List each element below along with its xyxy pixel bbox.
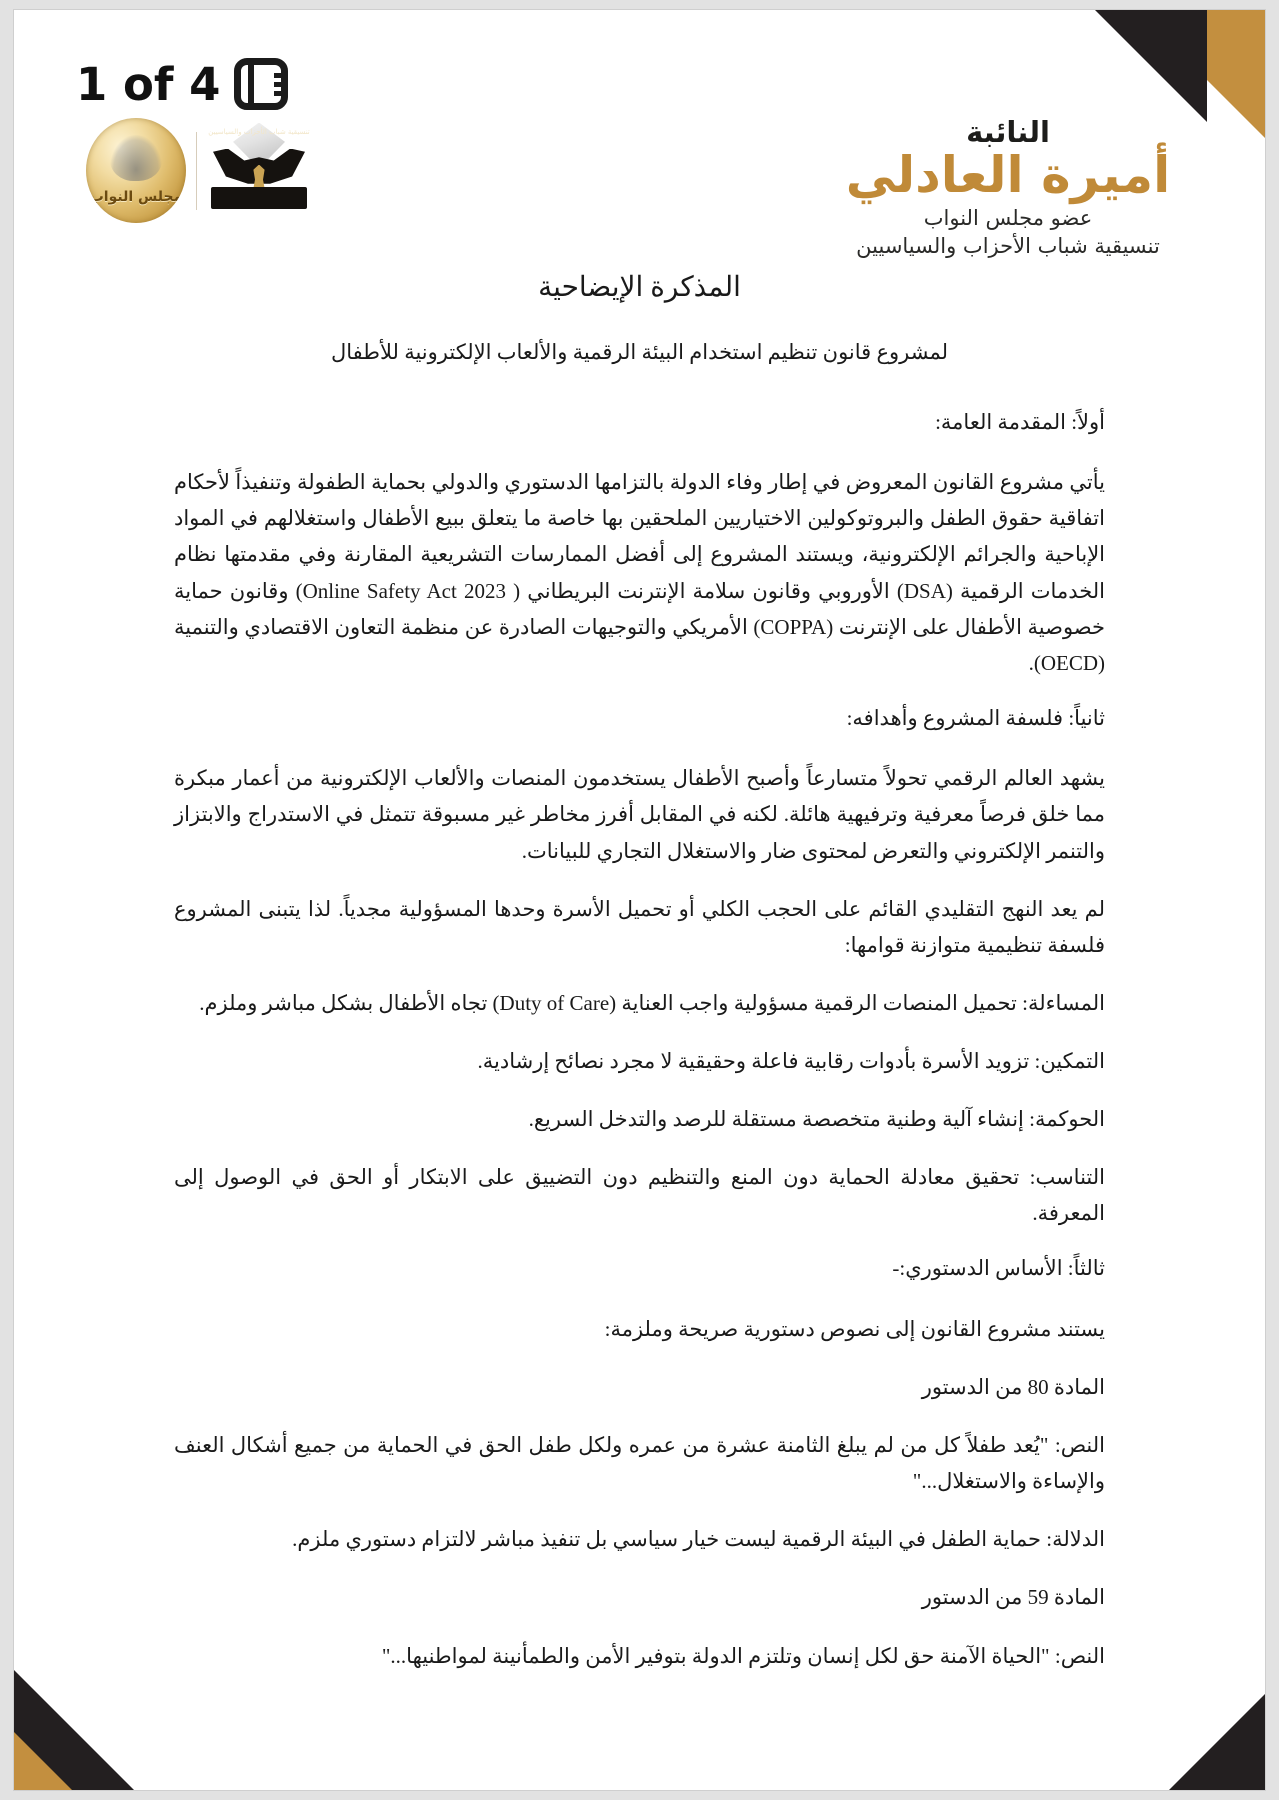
youth-parties-coordination-logo <box>207 121 311 221</box>
logo-caption-bar <box>211 187 307 209</box>
letterhead-role: عضو مجلس النواب <box>923 205 1093 230</box>
parliament-seal-logo <box>86 118 186 223</box>
page-indicator-label: 1 of 4 <box>76 57 221 111</box>
layout-icon-pane <box>248 65 270 103</box>
document-title: المذكرة الإيضاحية <box>538 272 741 303</box>
logo-row <box>86 118 311 223</box>
section-heading-philosophy: ثانياً: فلسفة المشروع وأهدافه: <box>846 705 1105 730</box>
article-59-text: النص: "الحياة الآمنة حق لكل إنسان وتلتزم الدولة بتوفير الأمن والطمأنينة لمواطنيها..." <box>381 1643 1105 1668</box>
letterhead-name: أميرة العادلي <box>845 146 1171 205</box>
letterhead <box>793 24 1223 261</box>
principle-accountability: المساءلة: تحميل المنصات الرقمية مسؤولية واجب العناية (Duty of Care) تجاه الأطفال بشكل مباشر وملزم. <box>199 990 1105 1015</box>
letterhead-prefix: النائبة <box>966 115 1050 149</box>
parliament-crest-icon <box>110 135 162 181</box>
youth-logo-caption: تنسيقية شباب الأحزاب والسياسيين <box>208 127 310 136</box>
section-heading-constitutional-basis: ثالثاً: الأساس الدستوري:- <box>892 1256 1105 1281</box>
article-59-label: المادة 59 من الدستور <box>921 1585 1105 1610</box>
corner-decoration-bottom-left-gold <box>14 1732 72 1790</box>
paragraph: يستند مشروع القانون إلى نصوص دستورية صريحة وملزمة: <box>604 1316 1105 1341</box>
document-sheet <box>14 10 1265 1790</box>
logo-divider <box>196 132 197 210</box>
paragraph: لم يعد النهج التقليدي القائم على الحجب الكلي أو تحميل الأسرة وحدها المسؤولية مجدياً. لذا يتبنى المشروع فلسفة تنظيمية متوازنة قوامها: <box>174 896 1105 957</box>
document-body <box>14 268 1265 1696</box>
paragraph: يشهد العالم الرقمي تحولاً متسارعاً وأصبح الأطفال يستخدمون المنصات والألعاب الإلكترونية من أعمار مبكرة مما خلق فرصاً معرفية وترفيهية هائلة. لكنه في المقابل أفرز مخاطر غير مسبوقة تتمثل في الاستدراج والابتزاز والتنمر الإلكتروني والتعرض لمحتوى ضار والاستغلال التجاري للبيانات. <box>174 766 1105 863</box>
article-80-text: النص: "يُعد طفلاً كل من لم يبلغ الثامنة عشرة من عمره ولكل طفل الحق في الحماية من جميع أشكال العنف والإساءة والاستغلال..." <box>174 1433 1105 1494</box>
sidebar-layout-icon[interactable] <box>234 58 288 110</box>
section-heading-introduction: أولاً: المقدمة العامة: <box>935 409 1105 434</box>
article-80-label: المادة 80 من الدستور <box>921 1375 1105 1400</box>
article-80-significance: الدلالة: حماية الطفل في البيئة الرقمية ليست خيار سياسي بل تنفيذ مباشر لالتزام دستوري ملزم. <box>292 1527 1105 1552</box>
parliament-logo-caption: مجلس النواب <box>89 189 183 206</box>
principle-proportionality: التناسب: تحقيق معادلة الحماية دون المنع والتنظيم دون التضييق على الابتكار أو الحق في الوصول إلى المعرفة. <box>174 1165 1105 1226</box>
document-subtitle: لمشروع قانون تنظيم استخدام البيئة الرقمية والألعاب الإلكترونية للأطفال <box>331 340 948 365</box>
principle-empowerment: التمكين: تزويد الأسرة بأدوات رقابية فاعلة وحقيقية لا مجرد نصائح إرشادية. <box>477 1049 1105 1073</box>
corner-decoration-bottom-right-dark <box>1169 1694 1265 1790</box>
layout-icon-dots <box>274 73 281 96</box>
paragraph: يأتي مشروع القانون المعروض في إطار وفاء الدولة بالتزامها الدستوري والدولي بحماية الطفولة وتنفيذاً لأحكام اتفاقية حقوق الطفل والبروتوكولين الاختياريين الملحقين بها خاصة ما يتعلق ببيع الأطفال واستغلالهم في المواد الإباحية والجرائم الإلكترونية، ويستند المشروع إلى أفضل الممارسات التشريعية المقارنة وفي مقدمتها نظام الخدمات الرقمية (DSA) الأوروبي وقانون سلامة الإنترنت البريطاني ( Online Safety Act 2023) وقانون حماية خصوصية الأطفال على الإنترنت (COPPA) الأمريكي والتوجيهات الصادرة عن منظمة التعاون الاقتصادي والتنمية (OECD). <box>174 470 1106 675</box>
letterhead-organization: تنسيقية شباب الأحزاب والسياسيين <box>856 234 1160 259</box>
principle-governance: الحوكمة: إنشاء آلية وطنية متخصصة مستقلة للرصد والتدخل السريع. <box>528 1107 1105 1132</box>
page-indicator[interactable] <box>62 52 310 116</box>
